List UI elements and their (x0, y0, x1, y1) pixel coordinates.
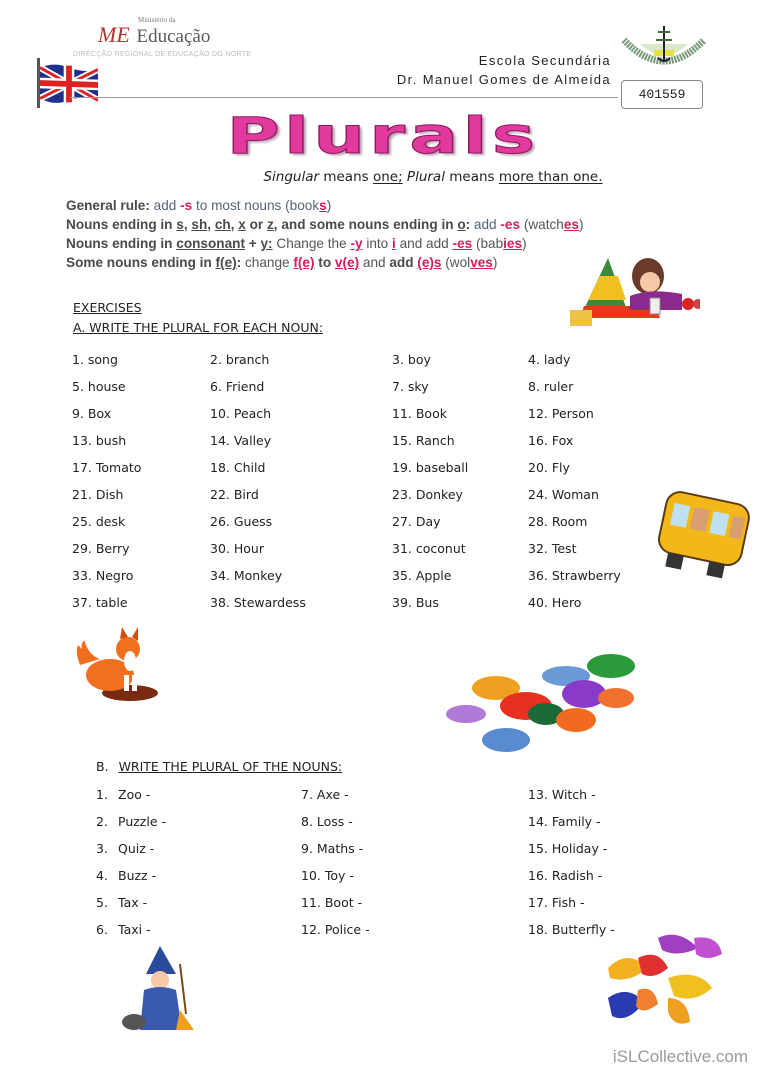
school-name (397, 51, 611, 89)
exercise-b-word: Taxi - (118, 922, 151, 937)
ministry-logo (98, 16, 211, 48)
subtitle-singular: Singular (263, 169, 320, 185)
exercise-b-item (96, 895, 147, 910)
exercise-b-row (96, 868, 656, 895)
rule-example-suffix: s (319, 198, 327, 213)
exercise-item: 29. Berry (72, 541, 130, 556)
exercise-item: 20. Fly (528, 460, 570, 475)
rule-example-suffix: ves (470, 255, 493, 270)
exercise-b-word: Puzzle - (118, 814, 167, 829)
rule-ending: (e)s (417, 255, 442, 270)
exercise-item: 32. Test (528, 541, 577, 556)
rule-general (66, 196, 584, 215)
exercise-b-number: 3. (96, 841, 108, 856)
exercise-item: 3. boy (392, 352, 431, 367)
worksheet-code: 401559 (621, 80, 703, 109)
exercise-b-item: 13. Witch - (528, 787, 596, 802)
rule-ending: -es (500, 217, 521, 232)
exercise-item: 23. Donkey (392, 487, 463, 502)
rule-label: Nouns ending in (66, 217, 177, 232)
rule-text: to (314, 255, 335, 270)
exercise-b-row (96, 895, 656, 922)
exercise-b-item: 11. Boot - (301, 895, 363, 910)
rule-text: (watch (520, 217, 564, 232)
rule-example-suffix: es (563, 217, 579, 232)
exercise-b-number: 1. (96, 787, 108, 802)
exercises-heading (73, 298, 323, 338)
ministry-name: Educação (136, 26, 211, 47)
exercise-row (72, 406, 652, 433)
exercise-item: 18. Child (210, 460, 266, 475)
exercise-item: 19. baseball (392, 460, 469, 475)
exercise-item: 27. Day (392, 514, 441, 529)
exercise-item: 17. Tomato (72, 460, 142, 475)
rule-colon: : (465, 217, 471, 232)
section-b-list (96, 787, 656, 949)
exercise-item: 8. ruler (528, 379, 574, 394)
exercise-row (72, 352, 652, 379)
exercise-item: 16. Fox (528, 433, 574, 448)
rule-letter: s (176, 217, 184, 232)
exercise-item: 12. Person (528, 406, 594, 421)
subtitle-more-than-one: more than one. (498, 169, 603, 185)
exercise-item: 30. Hour (210, 541, 264, 556)
rule-ending: -s (180, 198, 193, 213)
exercise-item: 31. coconut (392, 541, 466, 556)
ministry-logo-mark: ME (98, 22, 130, 47)
exercise-b-word: Quiz - (118, 841, 155, 856)
rule-add: add (389, 255, 414, 270)
exercise-b-item: 12. Police - (301, 922, 370, 937)
exercise-item: 9. Box (72, 406, 112, 421)
rule-text: Change the (272, 236, 351, 251)
exercise-item: 4. lady (528, 352, 571, 367)
exercises-title: EXERCISES (73, 300, 142, 315)
exercise-b-word: Buzz - (118, 868, 157, 883)
rule-label: , and some nouns ending in (273, 217, 458, 232)
exercise-b-item: 15. Holiday - (528, 841, 608, 856)
exercise-item: 38. Stewardess (210, 595, 306, 610)
rule-from: f(e) (293, 255, 315, 270)
witch-with-cat-illustration (120, 944, 200, 1034)
exercise-item: 24. Woman (528, 487, 599, 502)
exercise-b-word: Zoo - (118, 787, 151, 802)
exercise-b-row (96, 841, 656, 868)
school-line-2: Dr. Manuel Gomes de Almeida (396, 72, 611, 87)
watermark: iSLCollective.com (612, 1047, 748, 1066)
exercise-item: 25. desk (72, 514, 126, 529)
rule-letter: sh (191, 217, 208, 232)
rule-label: General rule: (66, 198, 150, 213)
exercise-item: 37. table (72, 595, 128, 610)
subtitle-text: means (319, 169, 373, 185)
exercise-item: 33. Negro (72, 568, 134, 583)
exercise-item: 28. Room (528, 514, 588, 529)
exercise-item: 14. Valley (210, 433, 272, 448)
exercise-b-item (96, 814, 166, 829)
exercise-row (72, 460, 652, 487)
exercise-b-item: 17. Fish - (528, 895, 585, 910)
exercise-item: 36. Strawberry (528, 568, 621, 583)
rule-letter: x (238, 217, 246, 232)
exercise-b-item: 9. Maths - (301, 841, 364, 856)
rule-letter: o (457, 217, 466, 232)
header-divider (70, 97, 618, 98)
rule-y: y: (260, 236, 273, 251)
rule-fe (66, 253, 584, 272)
rule-consonant: consonant (176, 236, 245, 251)
subtitle-one: one; (372, 169, 403, 185)
exercise-item: 7. sky (392, 379, 429, 394)
exercise-item: 1. song (72, 352, 118, 367)
exercise-b-row (96, 787, 656, 814)
exercise-item: 2. branch (210, 352, 270, 367)
exercise-item: 34. Monkey (210, 568, 283, 583)
rule-letter: z (266, 217, 274, 232)
rule-plus: + (245, 236, 261, 251)
exercise-item: 26. Guess (210, 514, 273, 529)
exercise-row (72, 433, 652, 460)
exercise-item: 6. Friend (210, 379, 265, 394)
exercise-item: 35. Apple (392, 568, 452, 583)
rule-text: add (470, 217, 501, 232)
rule-label: Some nouns ending in (66, 255, 216, 270)
rule-from: -y (350, 236, 363, 251)
exercise-b-item: 18. Butterfly - (528, 922, 615, 937)
exercise-b-item (96, 922, 151, 937)
exercise-item: 11. Book (392, 406, 447, 421)
exercise-b-item: 10. Toy - (301, 868, 354, 883)
butterflies-illustration (598, 928, 728, 1043)
rule-text: ) (579, 217, 584, 232)
exercise-b-item: 16. Radish - (528, 868, 603, 883)
exercise-row (72, 595, 652, 622)
section-a-title: A. WRITE THE PLURAL FOR EACH NOUN: (73, 320, 324, 335)
subtitle-plural: Plural (406, 169, 445, 185)
exercise-b-word: Tax - (118, 895, 148, 910)
rule-text: into (362, 236, 393, 251)
rule-text: ) (326, 198, 332, 213)
rule-ending: -es (452, 236, 473, 251)
section-b-letter: B. (96, 759, 109, 774)
subtitle-text: means (444, 169, 499, 185)
exercise-b-number: 2. (96, 814, 108, 829)
rule-example-suffix: ies (503, 236, 523, 251)
exercise-item: 40. Hero (528, 595, 582, 610)
exercise-row (72, 379, 652, 406)
rule-colon: : (236, 255, 242, 270)
rule-es: Nouns ending in s, sh, ch, x or z, and some nouns ending in o: add -es (watches) (66, 217, 584, 232)
exercise-b-number: 5. (96, 895, 108, 910)
rule-text: and (359, 255, 390, 270)
page-title: Plurals (226, 107, 540, 165)
regional-office: DIRECÇÃO REGIONAL DE EDUCAÇÃO DO NORTE (73, 51, 252, 58)
exercise-b-item: 8. Loss - (301, 814, 353, 829)
section-b-title: WRITE THE PLURAL OF THE NOUNS: (118, 759, 343, 774)
subtitle (0, 169, 766, 185)
rule-text: change (241, 255, 294, 270)
exercise-row (72, 487, 652, 514)
rule-text: to most nouns (book (192, 198, 320, 213)
exercise-row (72, 541, 652, 568)
rule-consonant-y (66, 234, 584, 253)
fish-school-illustration (426, 644, 646, 774)
school-crest-icon (620, 22, 708, 78)
section-b-heading (96, 759, 342, 774)
exercise-row (72, 514, 652, 541)
exercise-b-item (96, 841, 154, 856)
rule-text: and add (395, 236, 453, 251)
rule-text: ) (522, 236, 527, 251)
exercise-item: 39. Bus (392, 595, 439, 610)
exercise-item: 21. Dish (72, 487, 124, 502)
section-a-list (72, 352, 652, 622)
exercise-item: 15. Ranch (392, 433, 455, 448)
exercise-b-item (96, 787, 150, 802)
rule-to: v(e) (334, 255, 360, 270)
exercise-b-number: 4. (96, 868, 108, 883)
exercise-item: 22. Bird (210, 487, 259, 502)
exercise-b-item (96, 868, 156, 883)
school-bus-illustration (650, 488, 760, 588)
exercise-item: 10. Peach (210, 406, 272, 421)
rule-text: ) (492, 255, 498, 270)
rules-list (66, 196, 584, 272)
rule-label: Nouns ending in (66, 236, 177, 251)
rule-letter: ch (214, 217, 231, 232)
rule-fe-ending: f(e) (215, 255, 237, 270)
exercise-b-item: 7. Axe - (301, 787, 349, 802)
exercise-item: 13. bush (72, 433, 127, 448)
ministry-small-text: Ministério da (138, 16, 176, 24)
school-line-1: Escola Secundária (478, 53, 611, 68)
rule-text: add (149, 198, 181, 213)
exercise-b-item: 14. Family - (528, 814, 601, 829)
exercise-b-row (96, 814, 656, 841)
rule-text: (bab (472, 236, 504, 251)
exercise-item: 5. house (72, 379, 126, 394)
rule-text: (wol (441, 255, 471, 270)
rule-to: i (392, 236, 396, 251)
girl-food-pyramid-illustration (570, 248, 700, 328)
exercise-row (72, 568, 652, 595)
fox-illustration (70, 625, 160, 705)
exercise-b-number: 6. (96, 922, 108, 937)
